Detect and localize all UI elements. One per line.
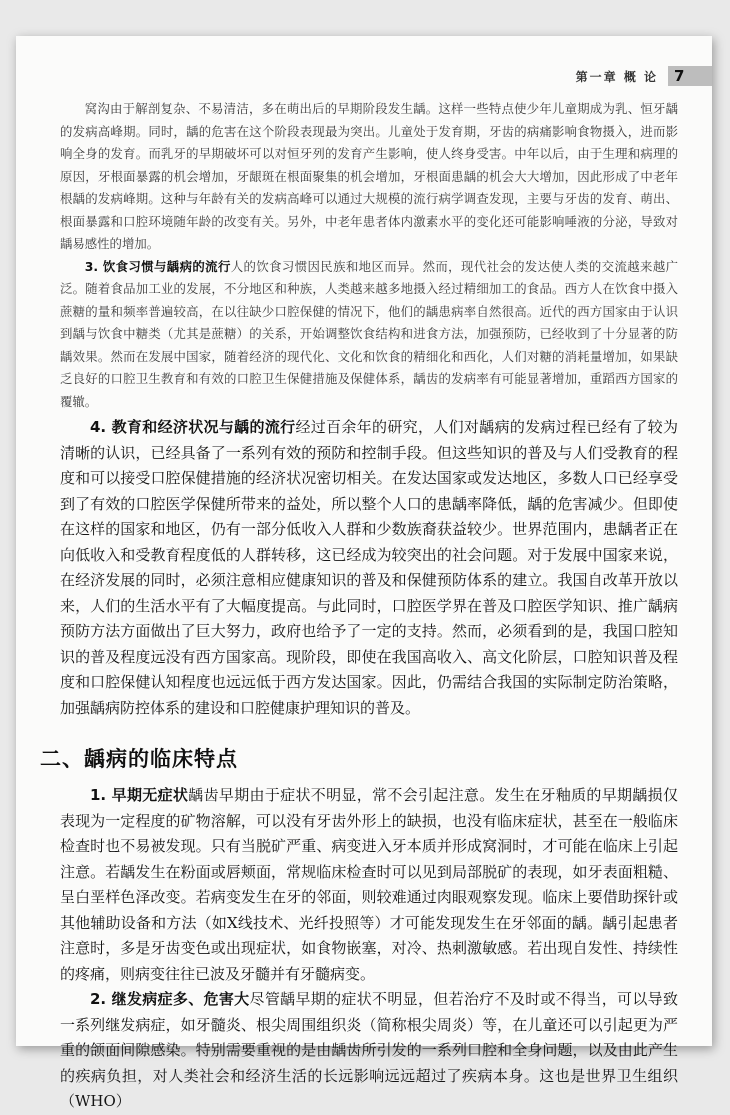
paragraph-text: 窝沟由于解剖复杂、不易清洁，多在萌出后的早期阶段发生龋。这样一些特点使少年儿童期成为乳、恒牙龋的发病高峰期。同时，龋的危害在这个阶段表现最为突出。儿童处于发育期，牙齿的病痛影响食物摄入，进而影响全身的发育。而乳牙的早期破坏可以对恒牙列的发育产生影响，使人终身受害。中年以后，由于生理和病理的原因，牙根面暴露的机会增加，牙龈斑在根面聚集的机会增加，牙根面患龋的机会大大增加，因此形成了中老年根龋的发病峰期。这种与年龄有关的发病高峰可以通过大规模的流行病学调查发现，主要与牙齿的发育、萌出、根面暴露和口腔环境随年龄的改变有关。另外，中老年患者体内激素水平的变化还可能影响唾液的分泌，导致对龋易感性的增加。	[60, 101, 678, 251]
section-heading: 二、龋病的临床特点	[40, 747, 238, 771]
paragraph-text: 尽管龋早期的症状不明显，但若治疗不及时或不得当，可以导致一系列继发病症，如牙髓炎、根尖周围组织炎（简称根尖周炎）等，在儿童还可以引起更为严重的颌面间隙感染。特别需要重视的是由龋齿所引发的一系列口腔和全身问题，以及由此产生的疾病负担，对人类社会和经济生活的长远影响远远超过了疾病本身。这也是世界卫生组织（WHO）	[60, 990, 679, 1110]
paragraph	[60, 783, 678, 987]
large-text-block	[60, 415, 678, 721]
paragraph-lead: 4. 教育和经济状况与龋的流行	[90, 418, 296, 436]
page-number: 7	[674, 67, 685, 85]
paragraph	[60, 987, 678, 1115]
paragraph-lead: 3. 饮食习惯与龋病的流行	[84, 258, 231, 274]
page-body	[40, 98, 679, 1115]
paragraph-text: 人的饮食习惯因民族和地区而异。然而，现代社会的发达使人类的交流越来越广泛。随着食品加工业的发展，不分地区和种族，人类越来越多地摄入经过精细加工的食品。西方人在饮食中摄入蔗糖的量和频率普遍较高，在以往缺少口腔保健的情况下，他们的龋患病率自然很高。近代的西方国家由于认识到龋与饮食中糖类（尤其是蔗糖）的关系，开始调整饮食结构和进食方法，加强预防，已经收到了十分显著的防龋效果。然而在发展中国家，随着经济的现代化、文化和饮食的精细化和西化，人们对糖的消耗量增加，如果缺乏良好的口腔卫生教育和有效的口腔卫生保健措施及保健体系，龋齿的发病率有可能显著增加，重蹈西方国家的覆辙。	[60, 258, 678, 409]
paragraph-text: 经过百余年的研究，人们对龋病的发病过程已经有了较为清晰的认识，已经具备了一系列有效的预防和控制手段。但这些知识的普及与人们受教育的程度和可以接受口腔保健措施的经济状况密切相关。在发达国家或发达地区，多数人口已经享受到了有效的口腔医学保健所带来的益处，所以整个人口的患龋率降低，龋的危害减少。但即使在这样的国家和地区，仍有一部分低收入人群和少数族裔获益较少。世界范围内，患龋者正在向低收入和受教育程度低的人群转移，这已经成为较突出的社会问题。对于发展中国家来说，在经济发展的同时，必须注意相应健康知识的普及和保健预防体系的建立。我国自改革开放以来，人们的生活水平有了大幅度提高。与此同时，口腔医学界在普及口腔医学知识、推广龋病预防方法方面做出了巨大努力，政府也给予了一定的支持。然而，必须看到的是，我国口腔知识的普及程度远没有西方国家高。现阶段，即使在我国高收入、高文化阶层，口腔知识普及程度和口腔保健认知程度也远远低于西方发达国家。因此，仍需结合我国的实际制定防治策略，加强龋病防控体系的建设和口腔健康护理知识的普及。	[60, 418, 678, 717]
paragraph-lead: 1. 早期无症状	[90, 786, 189, 804]
book-page	[16, 36, 712, 1110]
page-header	[576, 66, 712, 86]
chapter-title: 第一章 概 论	[575, 69, 658, 84]
page-number-tab	[668, 66, 712, 86]
paragraph	[60, 256, 678, 414]
small-text-block	[60, 98, 678, 413]
large-text-block	[60, 783, 678, 1115]
paragraph	[60, 98, 678, 256]
paragraph-lead: 2. 继发病症多、危害大	[90, 990, 250, 1008]
paragraph	[60, 415, 678, 721]
paragraph-text: 龋齿早期由于症状不明显，常不会引起注意。发生在牙釉质的早期龋损仅表现为一定程度的矿物溶解，可以没有牙齿外形上的缺损，也没有临床症状，甚至在一般临床检查时也不易被发现。只有当脱矿严重、病变进入牙本质并形成窝洞时，才可能在临床上引起注意。若龋发生在粉面或唇颊面，常规临床检查时可以见到局部脱矿的表现，如牙表面粗糙、呈白垩样色泽改变。若病变发生在牙的邻面，则较难通过肉眼观察发现。临床上要借助探针或其他辅助设备和方法（如X线技术、光纤投照等）才可能发现发生在牙邻面的龋。龋引起患者注意时，多是牙齿变色或出现症状，如食物嵌塞，对冷、热刺激敏感。若出现自发性、持续性的疼痛，则病变往往已波及牙髓并有牙髓病变。	[60, 786, 678, 983]
